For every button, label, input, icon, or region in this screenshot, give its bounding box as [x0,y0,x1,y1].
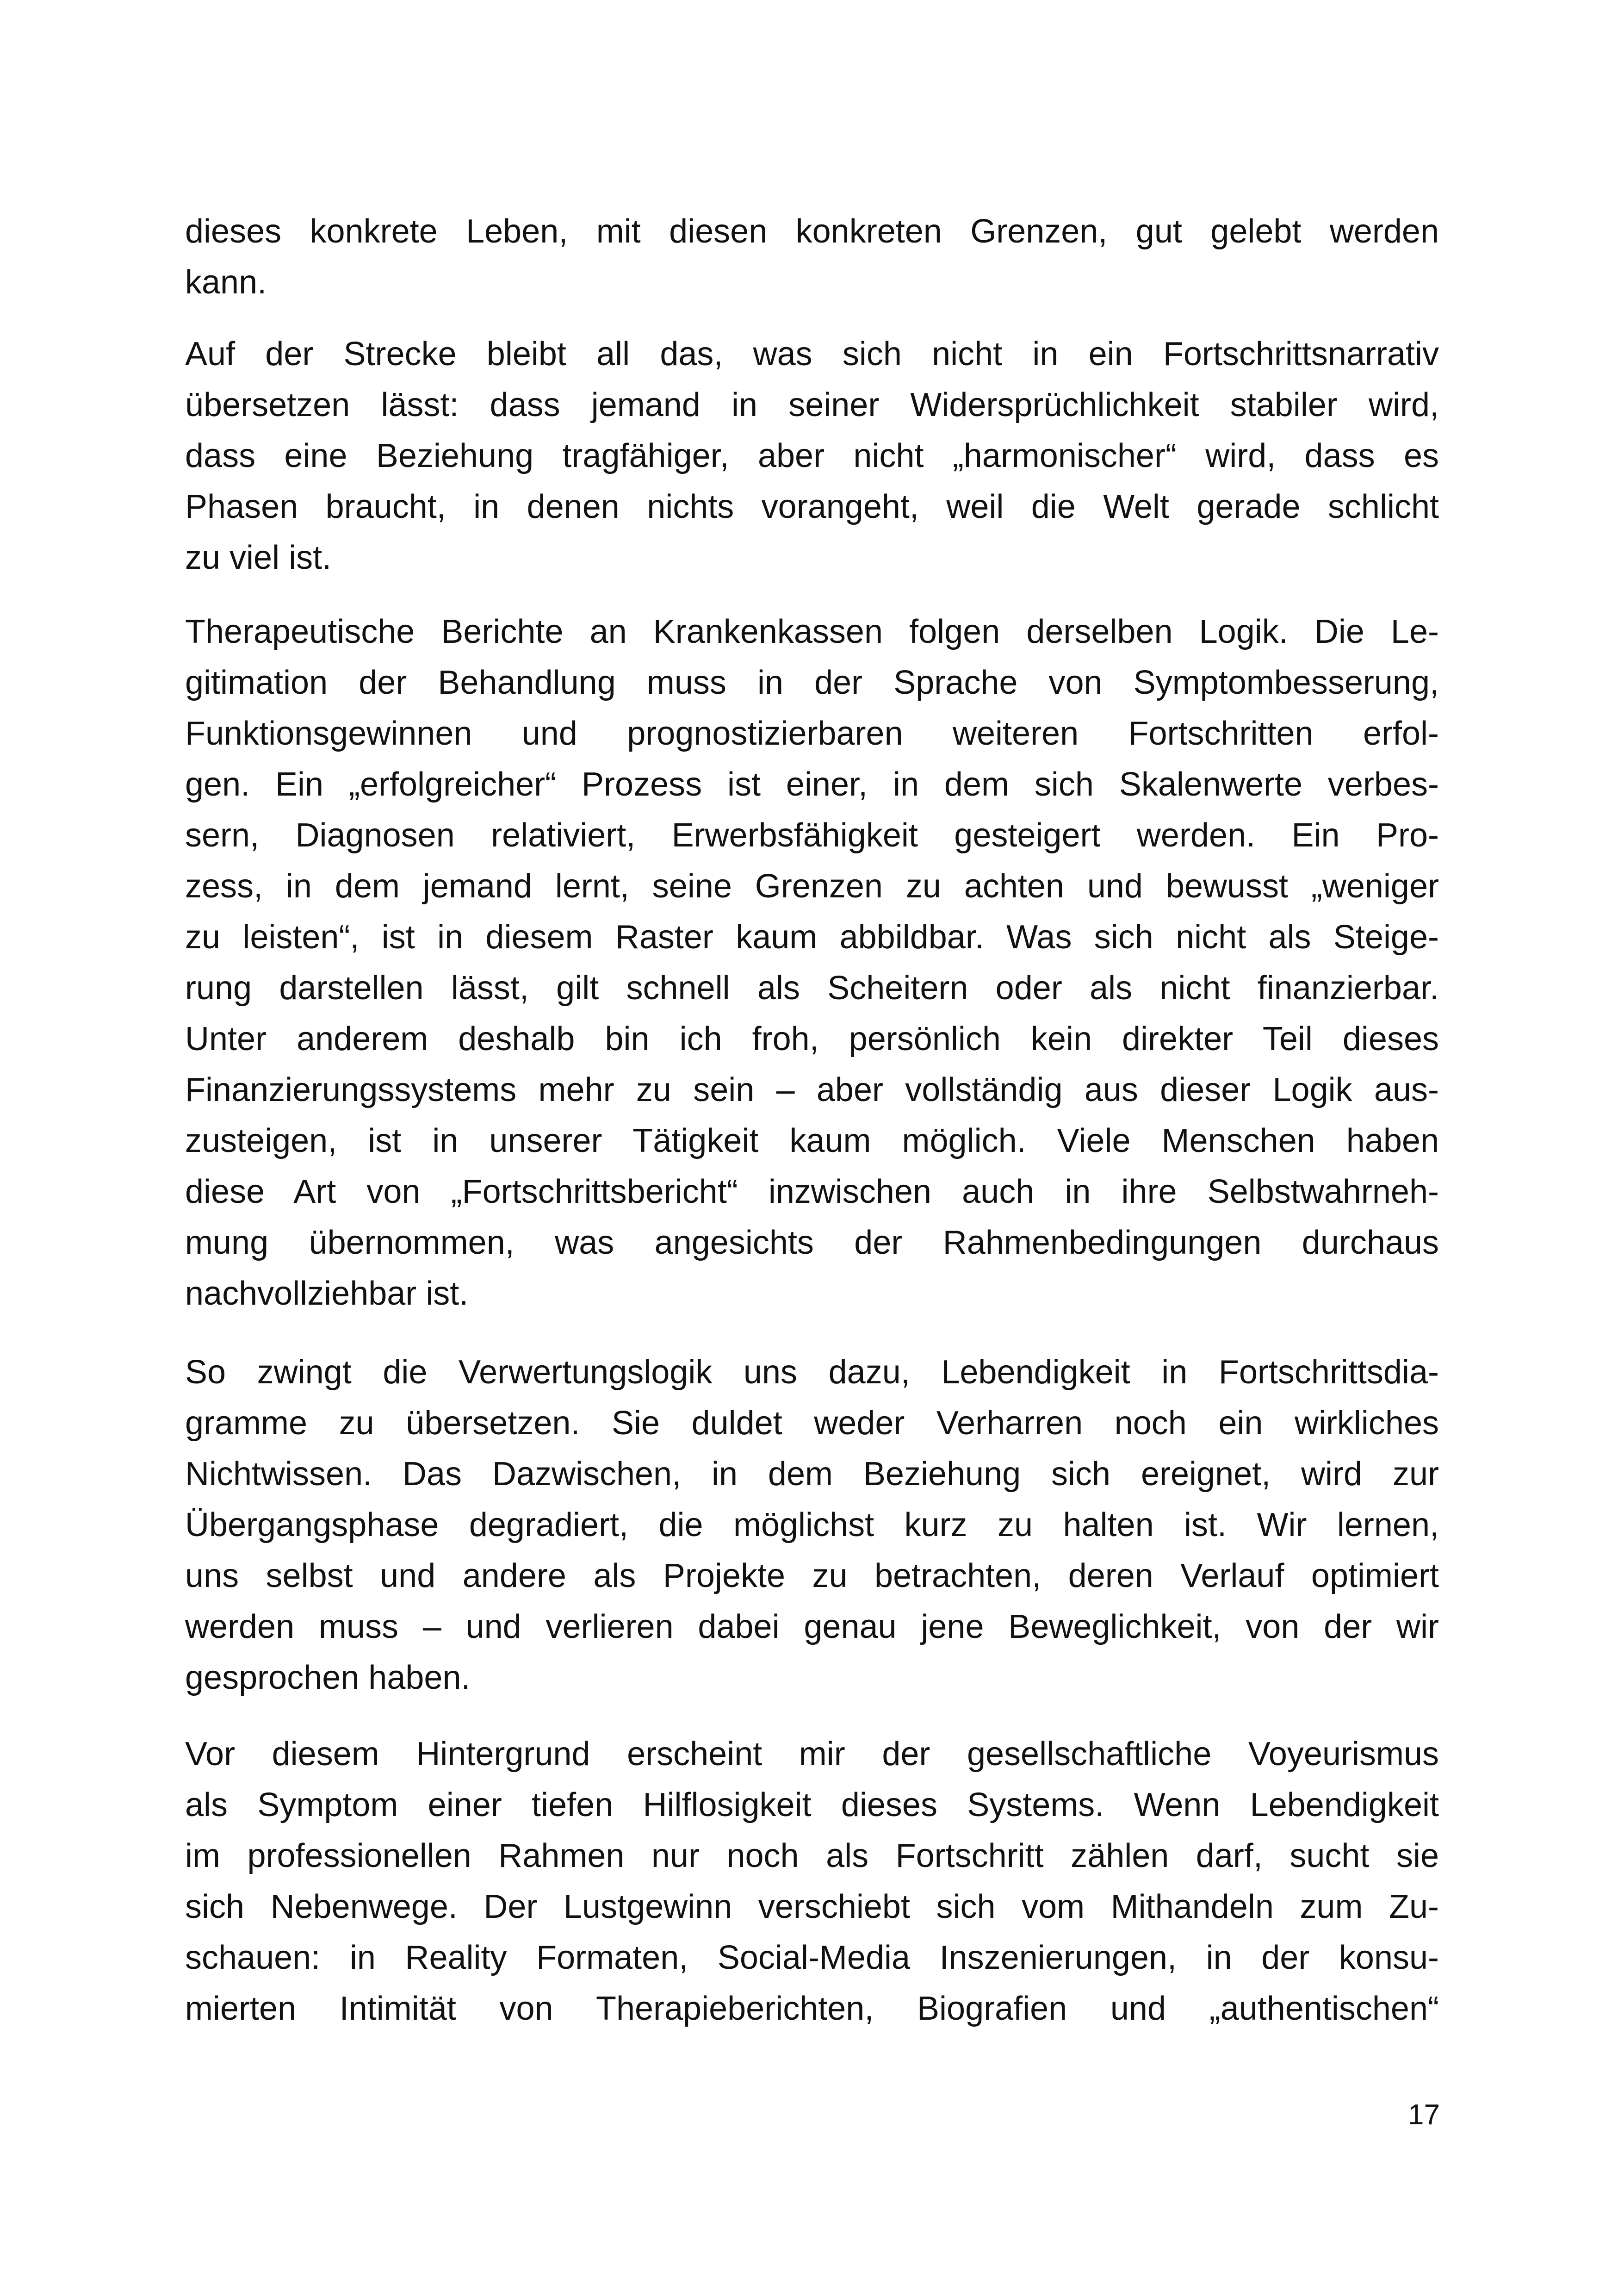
text-line: gramme zu übersetzen. Sie duldet weder Verharren noch ein wirkliches [185,1405,1439,1442]
paragraph-2 [185,329,1439,583]
text-line: Funktionsgewinnen und prognostizierbaren weiteren Fortschritten erfol- [185,715,1439,752]
text-line: nachvollziehbar ist. [185,1275,469,1312]
text-line: diese Art von „Fortschrittsbericht“ inzwischen auch in ihre Selbstwahrneh- [185,1173,1439,1210]
text-line: So zwingt die Verwertungslogik uns dazu, Lebendigkeit in Fortschrittsdia- [185,1354,1439,1391]
text-line: sich Nebenwege. Der Lustgewinn verschiebt sich vom Mithandeln zum Zu- [185,1888,1439,1925]
paragraph-5 [185,1729,1439,2034]
text-line: Finanzierungssystems mehr zu sein – aber vollständig aus dieser Logik aus- [185,1071,1439,1108]
text-line: Phasen braucht, in denen nichts vorangeht, weil die Welt gerade schlicht [185,488,1439,525]
text-line: übersetzen lässt: dass jemand in seiner Widersprüchlichkeit stabiler wird, [185,386,1439,423]
text-line: schauen: in Reality Formaten, Social-Media Inszenierungen, in der konsu- [185,1939,1439,1976]
text-line: im professionellen Rahmen nur noch als Fortschritt zählen darf, sucht sie [185,1837,1439,1874]
paragraph-1 [185,206,1439,308]
text-line: uns selbst und andere als Projekte zu betrachten, deren Verlauf optimiert [185,1557,1439,1594]
text-line: dieses konkrete Leben, mit diesen konkreten Grenzen, gut gelebt werden [185,213,1439,250]
text-line: Vor diesem Hintergrund erscheint mir der gesellschaftliche Voyeurismus [185,1736,1439,1773]
text-line: rung darstellen lässt, gilt schnell als Scheitern oder als nicht finanzierbar. [185,970,1439,1007]
text-line: Nichtwissen. Das Dazwischen, in dem Beziehung sich ereignet, wird zur [185,1456,1439,1493]
text-line: zess, in dem jemand lernt, seine Grenzen zu achten und bewusst „weniger [185,868,1439,905]
text-line: Therapeutische Berichte an Krankenkassen folgen derselben Logik. Die Le- [185,613,1439,650]
page-number: 17 [1408,2099,1440,2131]
text-line: gitimation der Behandlung muss in der Sprache von Symptombesserung, [185,664,1439,701]
text-line: dass eine Beziehung tragfähiger, aber nicht „harmonischer“ wird, dass es [185,437,1439,474]
text-line: Auf der Strecke bleibt all das, was sich nicht in ein Fortschrittsnarrativ [185,336,1439,373]
text-line: gen. Ein „erfolgreicher“ Prozess ist einer, in dem sich Skalenwerte verbes- [185,766,1439,803]
text-line: mierten Intimität von Therapieberichten, Biografien und „authentischen“ [185,1990,1439,2027]
text-line: Übergangsphase degradiert, die möglichst kurz zu halten ist. Wir lernen, [185,1506,1439,1543]
text-line: als Symptom einer tiefen Hilflosigkeit dieses Systems. Wenn Lebendigkeit [185,1786,1439,1823]
text-line: zu viel ist. [185,539,332,576]
text-line: zusteigen, ist in unserer Tätigkeit kaum möglich. Viele Menschen haben [185,1122,1439,1159]
text-line: kann. [185,264,267,301]
text-line: gesprochen haben. [185,1659,471,1696]
text-line: zu leisten“, ist in diesem Raster kaum abbildbar. Was sich nicht als Steige- [185,919,1439,956]
paragraph-4 [185,1347,1439,1703]
paragraph-3 [185,606,1439,1319]
text-line: Unter anderem deshalb bin ich froh, persönlich kein direkter Teil dieses [185,1020,1439,1058]
text-line: mung übernommen, was angesichts der Rahmenbedingungen durchaus [185,1224,1439,1261]
text-line: sern, Diagnosen relativiert, Erwerbsfähigkeit gesteigert werden. Ein Pro- [185,817,1439,854]
text-line: werden muss – und verlieren dabei genau jene Beweglichkeit, von der wir [185,1608,1439,1645]
